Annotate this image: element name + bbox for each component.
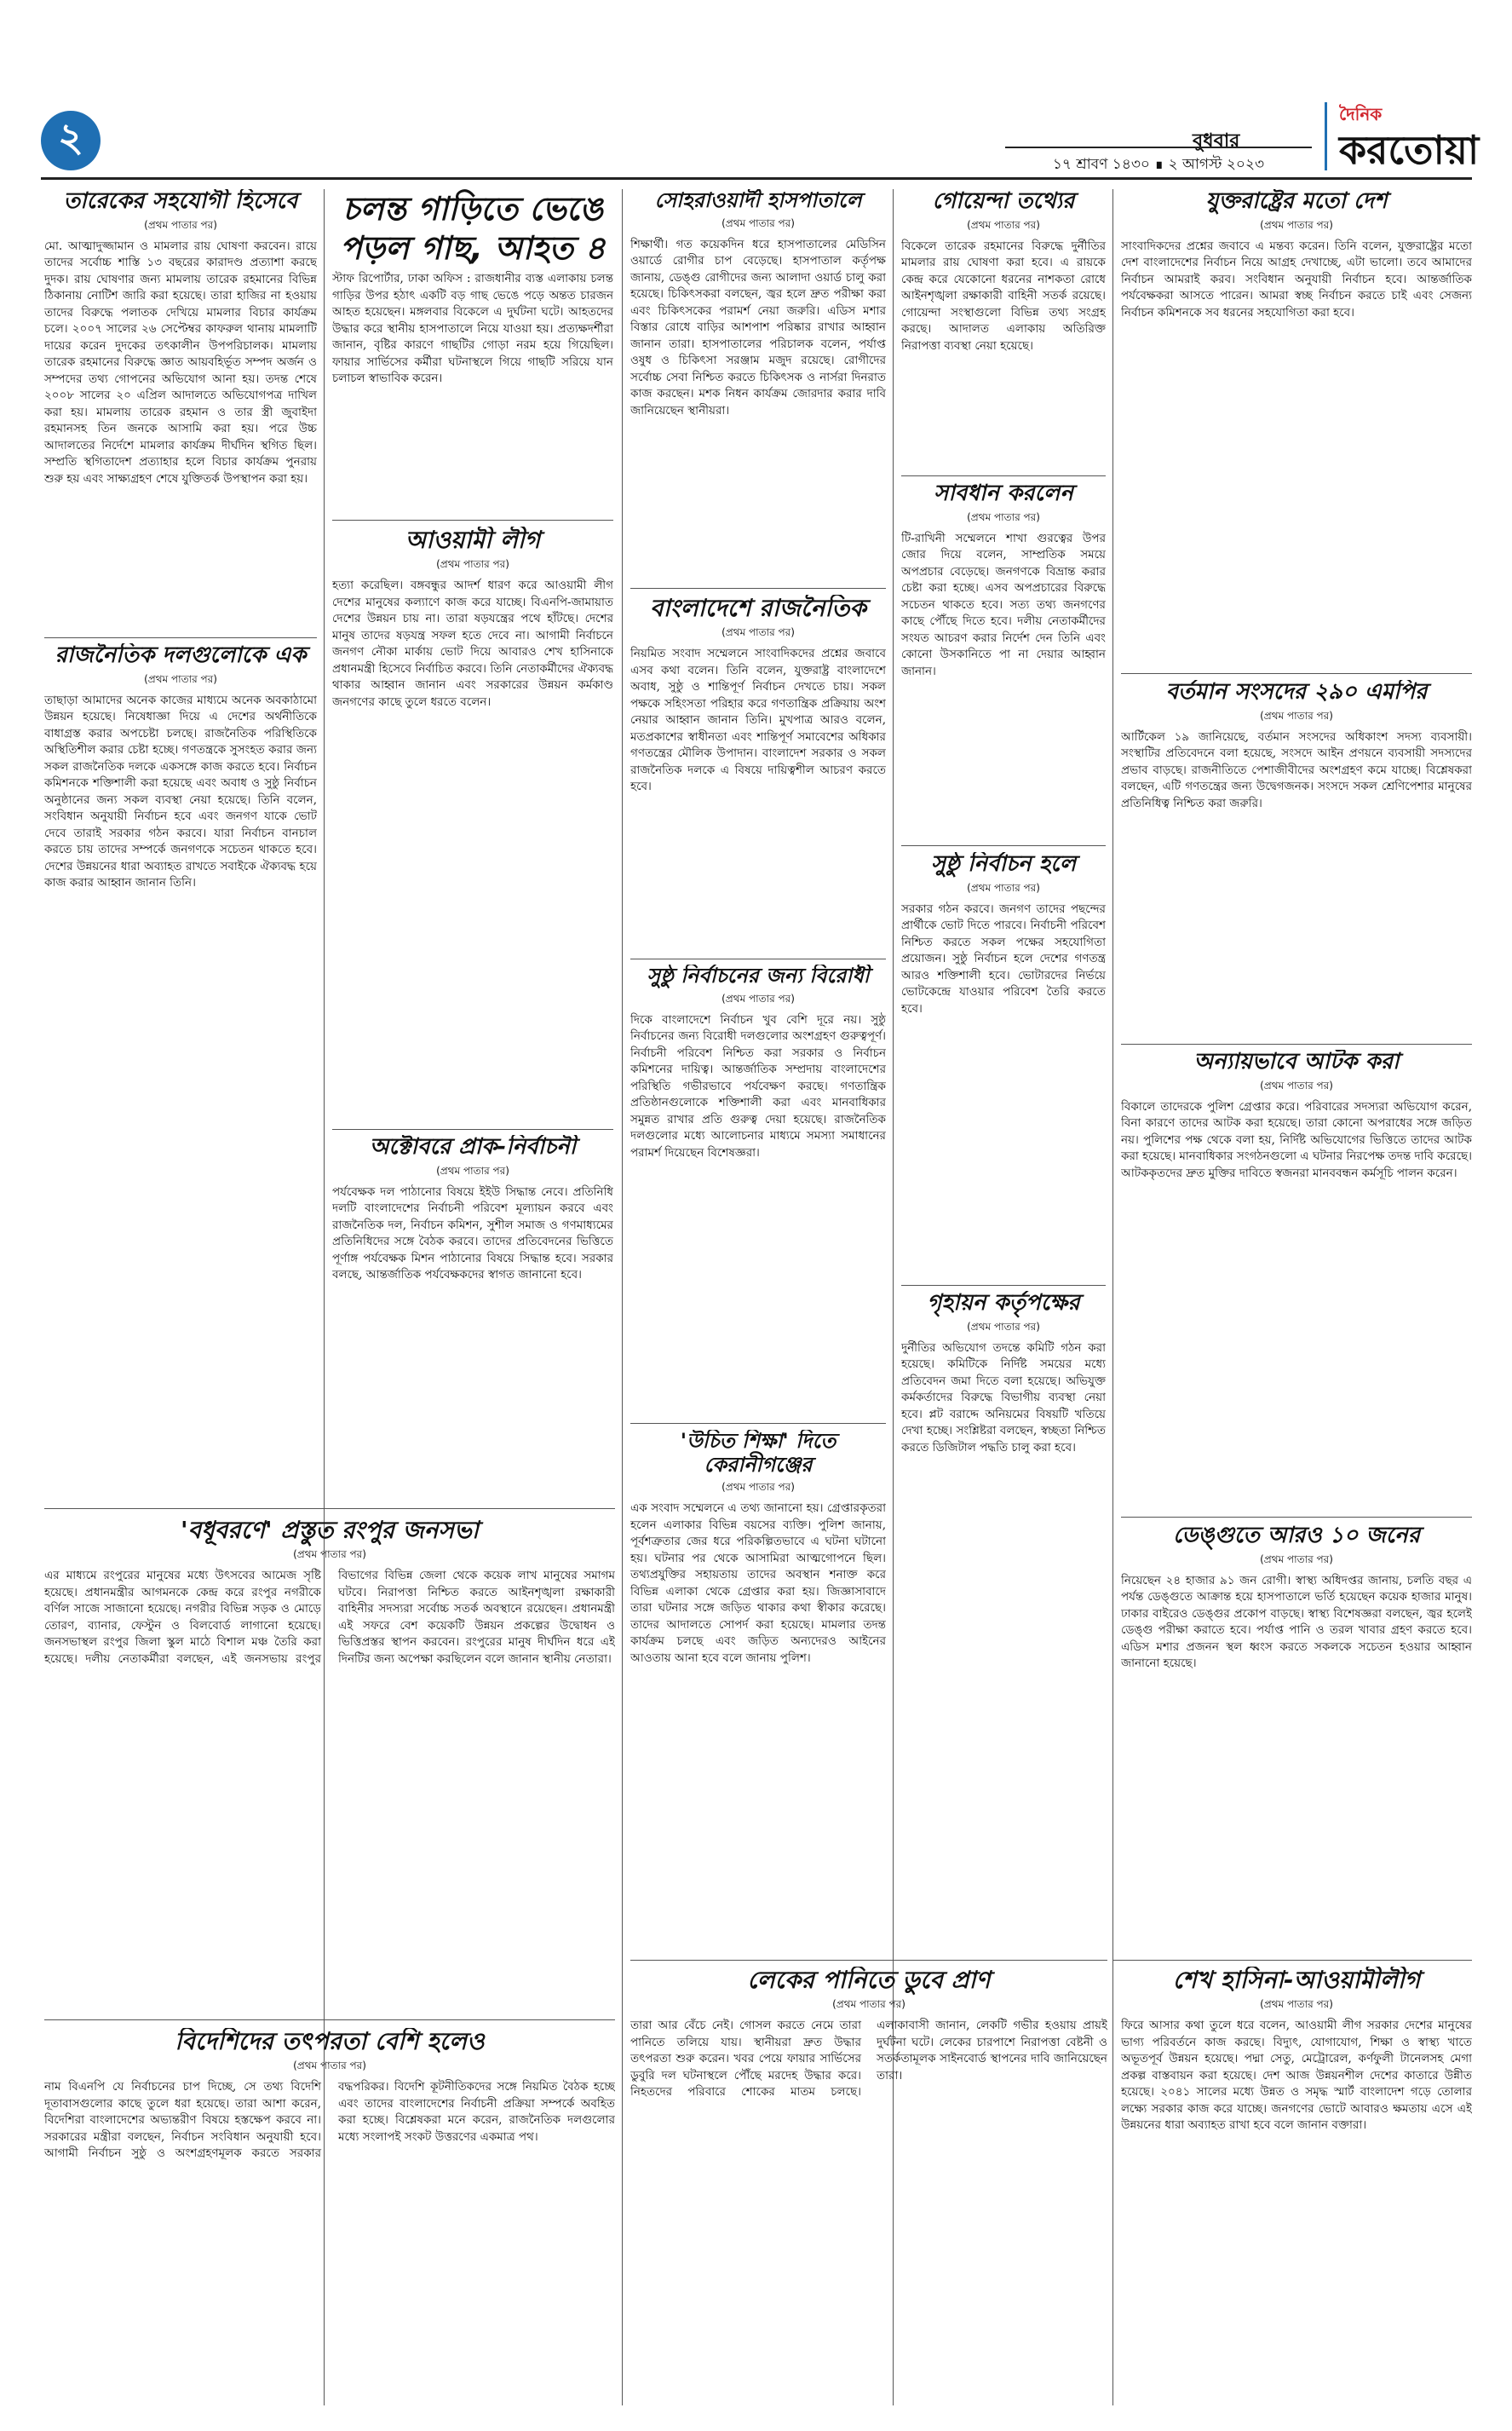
section-rule — [44, 1508, 615, 1509]
article-intelligence — [901, 189, 1106, 470]
headline: আওয়ামী লীগ — [405, 527, 541, 554]
article-body: টি-রাখিনী সম্মেলনে শাখা গুরত্বের উপর জোর দিয়ে বলেন, সাম্প্রতিক সময়ে অপপ্রচার বেড়েছে। জনগণকে বিভ্রান্ত করার চেষ্টা করা হচ্ছে। এসব অপপ্রচারের বিরুদ্ধে সচেতন থাকতে হবে। সত্য তথ্য জনগণের কাছে পৌঁছে দিতে হবে। দলীয় নেতাকর্মীদের সংযত আচরণ করার নির্দেশ দেন তিনি এবং কোনো উসকানিতে পা না দেয়ার আহ্বান জানান। — [901, 531, 1106, 678]
headline: সাবধান করলেন — [934, 481, 1073, 506]
section-rule — [44, 637, 317, 638]
article-fair-election-opposition — [630, 965, 886, 1416]
continuation-note: (প্রথম পাতার পর) — [1260, 1079, 1333, 1092]
section-rule — [1121, 1044, 1472, 1045]
article-body: শিক্ষার্থী। গত কয়েকদিন ধরে হাসপাতালের মেডিসিন ওয়ার্ডে রোগীর চাপ বেড়েছে। হাসপাতাল কর্তৃপক্ষ জানায়, ডেঙ্গু রোগীদের জন্য আলাদা ওয়ার্ড চালু করা হয়েছে। চিকিৎসকরা বলছেন, জ্বর হলে দ্রুত পরীক্ষা করা এবং চিকিৎসকের পরামর্শ নেয়া জরুরি। এডিস মশার বিস্তার রোধে বাড়ির আশপাশ পরিষ্কার রাখার আহ্বান জানান তারা। হাসপাতালের পরিচালক বলেন, পর্যাপ্ত ওষুধ ও চিকিৎসা সরঞ্জাম মজুদ রয়েছে। রোগীদের সর্বোচ্চ সেবা নিশ্চিত করতে চিকিৎসক ও নার্সরা দিনরাত কাজ করছেন। মশক নিধন কার্যক্রম জোরদার করার দাবি জানিয়েছেন স্থানীয়রা। — [630, 237, 886, 418]
continuation-note: (প্রথম পাতার পর) — [436, 1164, 509, 1177]
continuation-note: (প্রথম পাতার পর) — [722, 626, 795, 639]
section-rule — [630, 1423, 886, 1424]
article-body: হত্যা করেছিল। বঙ্গবন্ধুর আদর্শ ধারণ করে আওয়ামী লীগ দেশের মানুষের কল্যাণে কাজ করে যাচ্ছে। বিএনপি-জামায়াত দেশের উন্নয়ন চায় না। তারা ষড়যন্ত্রের পথে হাঁটছে। দেশের মানুষ তাদের ষড়যন্ত্র সফল হতে দেবে না। আগামী নির্বাচনে জনগণ নৌকা মার্কায় ভোট দিয়ে আবারও শেখ হাসিনাকে প্রধানমন্ত্রী হিসেবে নির্বাচিত করবে। তিনি নেতাকর্মীদের ঐক্যবদ্ধ থাকার আহ্বান জানান এবং সরকারের উন্নয়ন কর্মকাণ্ড জনগণের কাছে তুলে ধরতে বলেন। — [332, 579, 613, 709]
article-tarek — [44, 189, 317, 632]
headline: ডেঙ্গুতে আরও ১০ জনের — [1173, 1524, 1420, 1548]
article-body: সরকার গঠন করবে। জনগণ তাদের পছন্দের প্রার্থীকে ভোট দিতে পারবে। নির্বাচনী পরিবেশ নিশ্চিত করতে সকল পক্ষের সহযোগিতা প্রয়োজন। সুষ্ঠু নির্বাচন হলে দেশের গণতন্ত্র আরও শক্তিশালী হবে। ভোটারদের নির্ভয়ে ভোটকেন্দ্রে যাওয়ার পরিবেশ তৈরি করতে হবে। — [901, 902, 1106, 1016]
article-290-mps — [1121, 680, 1472, 1038]
section-rule — [630, 1960, 1107, 1961]
section-rule — [901, 475, 1106, 476]
continuation-note: (প্রথম পাতার পর) — [144, 218, 217, 231]
article-political-parties — [44, 643, 317, 1240]
headline: গোয়েন্দা তথ্যের — [932, 189, 1075, 214]
headline: সুষ্ঠু নির্বাচনের জন্য বিরোধী — [647, 965, 870, 988]
headline: শেখ হাসিনা-আওয়ামীলীগ — [1172, 1967, 1421, 1994]
continuation-note: (প্রথম পাতার পর) — [1260, 1998, 1333, 2011]
article-body: দিকে বাংলাদেশে নির্বাচন খুব বেশি দূরে নয়। সুষ্ঠু নির্বাচনের জন্য বিরোধী দলগুলোর অংশগ্রহণ গুরুত্বপূর্ণ। নির্বাচনী পরিবেশ নিশ্চিত করা সরকার ও নির্বাচন কমিশনের দায়িত্ব। আন্তর্জাতিক সম্প্রদায় বাংলাদেশের পরিস্থিতি গভীরভাবে পর্যবেক্ষণ করছে। গণতান্ত্রিক প্রতিষ্ঠানগুলোকে শক্তিশালী করা এবং মানবাধিকার সমুন্নত রাখার প্রতি গুরুত্ব দেয়া হয়েছে। রাজনৈতিক দলগুলোর মধ্যে আলোচনার মাধ্যমে সমস্যা সমাধানের পরামর্শ দিয়েছেন বিশেষজ্ঞরা। — [630, 1012, 886, 1160]
headline: অন্যায়ভাবে আটক করা — [1193, 1050, 1400, 1074]
headline: সোহরাওয়ার্দী হাসপাতালে — [654, 189, 862, 212]
masthead-rule — [41, 177, 1472, 180]
continuation-note: (প্রথম পাতার পর) — [722, 216, 795, 229]
continuation-note: (প্রথম পাতার পর) — [967, 510, 1040, 523]
article-body: স্টাফ রিপোর্টার, ঢাকা অফিস : রাজধানীর ব্যস্ত এলাকায় চলন্ত গাড়ির উপর হঠাৎ একটি বড় গাছ ভেঙে পড়ে অন্তত চারজন আহত হয়েছেন। মঙ্গলবার বিকেলে এ দুর্ঘটনা ঘটে। আহতদের উদ্ধার করে স্থানীয় হাসপাতালে নিয়ে যাওয়া হয়। প্রত্যক্ষদর্শীরা জানান, বৃষ্টির কারণে গাছটির গোড়া নরম হয়ে গিয়েছিল। ফায়ার সার্ভিসের কর্মীরা ঘটনাস্থলে গিয়ে গাছটি সরিয়ে যান চলাচল স্বাভাবিক করেন। — [332, 272, 613, 385]
article-body: তাছাড়া আমাদের অনেক কাজের মাধ্যমে অনেক অবকাঠামো উন্নয়ন হয়েছে। নিষেধাজ্ঞা দিয়ে এ দেশের অর্থনীতিকে বাধাগ্রস্ত করার অপচেষ্টা চলছে। রাজনৈতিক পরিস্থিতিকে অস্থিতিশীল করার চেষ্টা হচ্ছে। গণতন্ত্রকে সুসংহত করার জন্য সকল রাজনৈতিক দলকে একসঙ্গে কাজ করতে হবে। নির্বাচন কমিশনকে শক্তিশালী করা হয়েছে এবং অবাধ ও সুষ্ঠু নির্বাচন অনুষ্ঠানের জন্য সকল ব্যবস্থা নেয়া হয়েছে। তিনি বলেন, সংবিধান অনুযায়ী নির্বাচন হবে এবং জনগণ যাকে ভোট দেবে তারাই সরকার গঠন করবে। যারা নির্বাচন বানচাল করতে চায় তাদের সম্পর্কে জনগণকে সচেতন থাকতে হবে। দেশের উন্নয়নের ধারা অব্যাহত রাখতে সবাইকে ঐক্যবদ্ধ হয়ে কাজ করার আহ্বান জানান তিনি। — [44, 693, 317, 890]
article-body: আর্টিকেল ১৯ জানিয়েছে, বর্তমান সংসদের অধিকাংশ সদস্য ব্যবসায়ী। সংস্থাটির প্রতিবেদনে বলা হয়েছে, সংসদে আইন প্রণয়নে ব্যবসায়ী সদস্যদের প্রভাব বাড়ছে। রাজনীতিতে পেশাজীবীদের অংশগ্রহণ কমে যাচ্ছে। বিশ্লেষকরা বলছেন, এটি গণতন্ত্রের জন্য উদ্বেগজনক। সংসদে সকল শ্রেণিপেশার মানুষের প্রতিনিধিত্ব নিশ্চিত করা জরুরি। — [1121, 729, 1472, 810]
logo-title: করতোয়া — [1339, 127, 1480, 173]
article-body: বিকালে তাদেরকে পুলিশ গ্রেপ্তার করে। পরিবারের সদস্যরা অভিযোগ করেন, বিনা কারণে তাদের আটক করা হয়েছে। তারা কোনো অপরাধের সঙ্গে জড়িত নয়। পুলিশের পক্ষ থেকে বলা হয়, নির্দিষ্ট অভিযোগের ভিত্তিতে তাদের আটক করা হয়েছে। মানবাধিকার সংগঠনগুলো এ ঘটনার নিরপেক্ষ তদন্ত দাবি করেছে। আটককৃতদের দ্রুত মুক্তির দাবিতে স্বজনরা মানববন্ধন কর্মসূচি পালন করেন। — [1121, 1099, 1472, 1180]
section-rule — [332, 1129, 613, 1130]
continuation-note: (প্রথম পাতার পর) — [967, 1320, 1040, 1333]
article-body: নিয়মিত সংবাদ সম্মেলনে সাংবাদিকদের প্রশ্নের জবাবে এসব কথা বলেন। তিনি বলেন, যুক্তরাষ্ট্র বাংলাদেশে অবাধ, সুষ্ঠু ও শান্তিপূর্ণ নির্বাচন দেখতে চায়। সকল পক্ষকে সহিংসতা পরিহার করে গণতান্ত্রিক প্রক্রিয়ায় অংশ নেয়ার আহ্বান জানান তিনি। মুখপাত্র আরও বলেন, মতপ্রকাশের স্বাধীনতা এবং শান্তিপূর্ণ সমাবেশের অধিকার গণতন্ত্রের মৌলিক উপাদান। বাংলাদেশ সরকার ও সকল রাজনৈতিক দলকে এ বিষয়ে দায়িত্বশীল আচরণ করতে হবে। — [630, 647, 886, 794]
continuation-note: (প্রথম পাতার পর) — [722, 1481, 795, 1494]
continuation-note: (প্রথম পাতার পর) — [293, 1548, 366, 1561]
headline: রাজনৈতিক দলগুলোকে এক — [55, 643, 307, 668]
article-body: তারা আর বেঁচে নেই। গোসল করতে নেমে তারা পানিতে তলিয়ে যায়। স্থানীয়রা দ্রুত উদ্ধার তৎপরতা শুরু করেন। খবর পেয়ে ফায়ার সার্ভিসের ডুবুরি দল ঘটনাস্থলে পৌঁছে মরদেহ উদ্ধার করে। নিহতদের পরিবারে শোকের মাতম চলছে। এলাকাবাসী জানান, লেকটি গভীর হওয়ায় প্রায়ই দুর্ঘটনা ঘটে। লেকের চারপাশে নিরাপত্তা বেষ্টনী ও সতর্কতামূলক সাইনবোর্ড স্থাপনের দাবি জানিয়েছেন তারা। — [630, 2019, 1107, 2100]
article-rangpur-rally — [44, 1517, 615, 2011]
article-body: পর্যবেক্ষক দল পাঠানোর বিষয়ে ইইউ সিদ্ধান্ত নেবে। প্রতিনিধি দলটি বাংলাদেশের নির্বাচনী পরিবেশ মূল্যায়ন করবে এবং রাজনৈতিক দল, নির্বাচন কমিশন, সুশীল সমাজ ও গণমাধ্যমের প্রতিনিধিদের সঙ্গে বৈঠক করবে। তাদের প্রতিবেদনের ভিত্তিতে পূর্ণাঙ্গ পর্যবেক্ষক মিশন পাঠানোর বিষয়ে সিদ্ধান্ত হবে। সরকার বলছে, আন্তর্জাতিক পর্যবেক্ষকদের স্বাগত জানানো হবে। — [332, 1184, 613, 1282]
continuation-note: (প্রথম পাতার পর) — [967, 218, 1040, 231]
article-us-like-country — [1121, 189, 1472, 666]
article-sheikh-hasina — [1121, 1967, 1472, 2410]
article-fair-election — [901, 852, 1106, 1278]
article-suhrawardy-hospital — [630, 189, 886, 581]
headline: অক্টোবরে প্রাক-নির্বাচনী — [369, 1135, 577, 1160]
article-body: এক সংবাদ সম্মেলনে এ তথ্য জানানো হয়। গ্রেপ্তারকৃতরা হলেন এলাকার বিভিন্ন বয়সের ব্যক্তি। পুলিশ জানায়, পূর্বশত্রুতার জের ধরে পরিকল্পিতভাবে এ ঘটনা ঘটানো হয়। ঘটনার পর থেকে আসামিরা আত্মগোপনে ছিল। তথ্যপ্রযুক্তির সহায়তায় তাদের অবস্থান শনাক্ত করে বিভিন্ন এলাকা থেকে গ্রেপ্তার করা হয়। জিজ্ঞাসাবাদে তারা ঘটনার সঙ্গে জড়িত থাকার কথা স্বীকার করেছে। তাদের আদালতে সোপর্দ করা হয়েছে। মামলার তদন্ত কার্যক্রম চলছে এবং জড়িত অন্যদেরও আইনের আওতায় আনা হবে বলে জানায় পুলিশ। — [630, 1501, 886, 1665]
newspaper-logo — [1325, 102, 1509, 173]
page-number-badge: ২ — [41, 111, 101, 170]
weekday: বুধবার — [1193, 130, 1240, 152]
article-body: সাংবাদিকদের প্রশ্নের জবাবে এ মন্তব্য করেন। তিনি বলেন, যুক্তরাষ্ট্রের মতো দেশ বাংলাদেশের নির্বাচন নিয়ে আগ্রহ দেখাচ্ছে, এটা ভালো। তবে আমাদের নির্বাচন আমরাই করব। সংবিধান অনুযায়ী নির্বাচন হবে। আন্তর্জাতিক পর্যবেক্ষকরা আসতে পারেন। আমরা স্বচ্ছ নির্বাচন করতে চাই এবং সেজন্য নির্বাচন কমিশনকে সব ধরনের সহযোগিতা করা হবে। — [1121, 239, 1472, 320]
article-body: মো. আত্মাদুজ্জামান ও মামলার রায় ঘোষণা করবেন। রায়ে তাদের সর্বোচ্চ শাস্তি ১৩ বছরের কারাদণ্ড প্রত্যাশা করছে দুদক। রায় ঘোষণার জন্য মামলায় তারেক রহমানের বিভিন্ন ঠিকানায় নোটিশ জারি করা হয়েছে। তারা হাজির না হওয়ায় তাদের বিরুদ্ধে পলাতক দেখিয়ে মামলার বিচার কার্যক্রম চলে। ২০০৭ সালের ২৬ সেপ্টেম্বর কাফরুল থানায় মামলাটি দায়ের করেন দুদকের তৎকালীন উপপরিচালক। মামলায় তারেক রহমানের বিরুদ্ধে জ্ঞাত আয়বহির্ভূত সম্পদ অর্জন ও সম্পদের তথ্য গোপনের অভিযোগ আনা হয়। তদন্ত শেষে ২০০৮ সালের ২০ এপ্রিল আদালতে অভিযোগপত্র দাখিল করা হয়। মামলায় তারেক রহমান ও তার স্ত্রী জুবাইদা রহমানসহ তিন জনকে আসামি করা হয়। পরে উচ্চ আদালতের নির্দেশে মামলার কার্যক্রম দীর্ঘদিন স্থগিত ছিল। সম্প্রতি স্থগিতাদেশ প্রত্যাহার হলে বিচার কার্যক্রম পুনরায় শুরু হয় এবং সাক্ষ্যগ্রহণ শেষে যুক্তিতর্ক উপস্থাপন করা হয়। — [44, 239, 317, 486]
section-rule — [44, 2019, 615, 2020]
headline: বর্তমান সংসদের ২৯০ এমপির — [1165, 680, 1428, 705]
article-keraniganj — [630, 1430, 886, 1839]
article-body: বিকেলে তারেক রহমানের বিরুদ্ধে দুর্নীতির মামলার রায় ঘোষণা করা হবে। এ রায়কে কেন্দ্র করে যেকোনো ধরনের নাশকতা রোধে আইনশৃঙ্খলা রক্ষাকারী বাহিনী সতর্ক রয়েছে। গোয়েন্দা সংস্থাগুলো বিভিন্ন তথ্য সংগ্রহ করছে। আদালত এলাকায় অতিরিক্ত নিরাপত্তা ব্যবস্থা নেয়া হয়েছে। — [901, 239, 1106, 353]
logo-prefix: দৈনিক — [1339, 104, 1383, 124]
continuation-note: (প্রথম পাতার পর) — [293, 2059, 366, 2072]
article-awami-league — [332, 527, 613, 1123]
article-body: নাম বিএনপি যে নির্বাচনের চাপ দিচ্ছে, সে তথ্য বিদেশি দূতাবাসগুলোর কাছে তুলে ধরা হয়েছে। তারা আশা করেন, বিদেশিরা বাংলাদেশের অভ্যন্তরীণ বিষয়ে হস্তক্ষেপ করবে না। সরকারের মন্ত্রীরা বলছেন, নির্বাচন সংবিধান অনুযায়ী হবে। আগামী নির্বাচন সুষ্ঠু ও অংশগ্রহণমূলক করতে সরকার বদ্ধপরিকর। বিদেশি কূটনীতিকদের সঙ্গে নিয়মিত বৈঠক হচ্ছে এবং তাদের বাংলাদেশের নির্বাচনী প্রক্রিয়া সম্পর্কে অবহিত করা হচ্ছে। বিশ্লেষকরা মনে করেন, রাজনৈতিক দলগুলোর মধ্যে সংলাপই সংকট উত্তরণের একমাত্র পথ। — [44, 2080, 615, 2161]
headline: গৃহায়ন কর্তৃপক্ষের — [927, 1291, 1080, 1316]
headline: 'উচিত শিক্ষা' দিতে কেরানীগঞ্জের — [680, 1430, 836, 1477]
headline: যুক্তরাষ্ট্রের মতো দেশ — [1205, 189, 1388, 214]
article-foreign-activity — [44, 2028, 615, 2411]
section-rule — [1121, 673, 1472, 674]
section-rule — [630, 588, 886, 589]
column-divider — [622, 189, 623, 2405]
continuation-note: (প্রথম পাতার পর) — [1260, 1552, 1333, 1565]
article-bangladesh-politics — [630, 595, 886, 953]
article-unlawful-detention — [1121, 1050, 1472, 1510]
section-rule — [1121, 1517, 1472, 1518]
headline: লেকের পানিতে ডুবে প্রাণ — [747, 1967, 991, 1994]
column-divider — [1112, 189, 1113, 2405]
continuation-note: (প্রথম পাতার পর) — [1260, 218, 1333, 231]
article-warning — [901, 481, 1106, 839]
article-body: ফিরে আসার কথা তুলে ধরে বলেন, আওয়ামী লীগ সরকার দেশের মানুষের ভাগ্য পরিবর্তনে কাজ করছে। বিদ্যুৎ, যোগাযোগ, শিক্ষা ও স্বাস্থ্য খাতে অভূতপূর্ব উন্নয়ন হয়েছে। পদ্মা সেতু, মেট্রোরেল, কর্ণফুলী টানেলসহ মেগা প্রকল্প বাস্তবায়ন করা হয়েছে। দেশ আজ উন্নয়নশীল দেশের কাতারে উন্নীত হয়েছে। ২০৪১ সালের মধ্যে উন্নত ও সমৃদ্ধ স্মার্ট বাংলাদেশ গড়ে তোলার লক্ষ্যে সরকার কাজ করে যাচ্ছে। জনগণের ভোটে আবারও ক্ষমতায় এসে এই উন্নয়নের ধারা অব্যাহত রাখা হবে বলে জানান বক্তারা। — [1121, 2019, 1472, 2133]
section-rule — [332, 520, 613, 521]
headline: বাংলাদেশে রাজনৈতিক — [650, 595, 866, 622]
article-housing-authority — [901, 1291, 1106, 1951]
article-body: দুর্নীতির অভিযোগ তদন্তে কমিটি গঠন করা হয়েছে। কমিটিকে নির্দিষ্ট সময়ের মধ্যে প্রতিবেদন জমা দিতে বলা হয়েছে। অভিযুক্ত কর্মকর্তাদের বিরুদ্ধে বিভাগীয় ব্যবস্থা নেয়া হবে। প্লট বরাদ্দে অনিয়মের বিষয়টি খতিয়ে দেখা হচ্ছে। সংশ্লিষ্টরা বলছেন, স্বচ্ছতা নিশ্চিত করতে ডিজিটাল পদ্ধতি চালু করা হবে। — [901, 1340, 1106, 1455]
masthead — [0, 0, 1512, 179]
continuation-note: (প্রথম পাতার পর) — [1260, 709, 1333, 722]
headline: সুষ্ঠু নির্বাচন হলে — [930, 852, 1077, 877]
section-rule — [1112, 1960, 1472, 1961]
section-rule — [901, 845, 1106, 846]
continuation-note: (প্রথম পাতার পর) — [144, 672, 217, 685]
headline: চলন্ত গাড়িতে ভেঙে পড়ল গাছ, আহত ৪ — [340, 190, 606, 267]
continuation-note: (প্রথম পাতার পর) — [722, 992, 795, 1005]
article-dengue — [1121, 1524, 1472, 1958]
article-tree-fall — [332, 189, 613, 513]
article-body: নিয়েছেন ২৪ হাজার ৯১ জন রোগী। স্বাস্থ্য অধিদপ্তর জানায়, চলতি বছর এ পর্যন্ত ডেঙ্গুতে আক্রান্ত হয়ে হাসপাতালে ভর্তি হয়েছেন কয়েক হাজার মানুষ। ঢাকার বাইরেও ডেঙ্গুর প্রকোপ বাড়ছে। স্বাস্থ্য বিশেষজ্ঞরা বলছেন, জ্বর হলেই ডেঙ্গু পরীক্ষা করাতে হবে। পর্যাপ্ত পানি ও তরল খাবার গ্রহণ করতে হবে। এডিস মশার প্রজনন স্থল ধ্বংস করতে সকলকে সচেতন হওয়ার আহ্বান জানানো হয়েছে। — [1121, 1573, 1472, 1671]
continuation-note: (প্রথম পাতার পর) — [967, 881, 1040, 894]
headline: 'বধূবরণে' প্রস্তুত রংপুর জনসভা — [181, 1517, 479, 1544]
section-rule — [901, 1285, 1106, 1286]
publication-date: ১৭ শ্রাবণ ১৪৩০ ∎ ২ আগস্ট ২০২৩ — [1005, 147, 1312, 177]
continuation-note: (প্রথম পাতার পর) — [832, 1998, 905, 2011]
continuation-note: (প্রথম পাতার পর) — [436, 558, 509, 571]
article-body: এর মাধ্যমে রংপুরের মানুষের মধ্যে উৎসবের আমেজ সৃষ্টি হয়েছে। প্রধানমন্ত্রীর আগমনকে কেন্দ্র করে রংপুর নগরীকে বর্ণিল সাজে সাজানো হয়েছে। নগরীর বিভিন্ন সড়ক ও মোড়ে তোরণ, ব্যানার, ফেস্টুন ও বিলবোর্ড লাগানো হয়েছে। জনসভাস্থল রংপুর জিলা স্কুল মাঠে বিশাল মঞ্চ তৈরি করা হয়েছে। দলীয় নেতাকর্মীরা বলছেন, এই জনসভায় রংপুর বিভাগের বিভিন্ন জেলা থেকে কয়েক লাখ মানুষের সমাগম ঘটবে। নিরাপত্তা নিশ্চিত করতে আইনশৃঙ্খলা রক্ষাকারী বাহিনীর সদস্যরা সর্বোচ্চ সতর্ক অবস্থানে রয়েছেন। প্রধানমন্ত্রী এই সফরে বেশ কয়েকটি উন্নয়ন প্রকল্পের উদ্বোধন ও ভিত্তিপ্রস্তর স্থাপন করবেন। রংপুরের মানুষ দীর্ঘদিন ধরে এই দিনটির জন্য অপেক্ষা করছিলেন বলে জানান স্থানীয় নেতারা। — [44, 1569, 615, 1666]
article-lake-drowning — [630, 1967, 1107, 2410]
article-pre-election — [332, 1135, 613, 1501]
headline: বিদেশিদের তৎপরতা বেশি হলেও — [175, 2028, 485, 2055]
headline: তারেকের সহযোগী হিসেবে — [63, 189, 298, 214]
